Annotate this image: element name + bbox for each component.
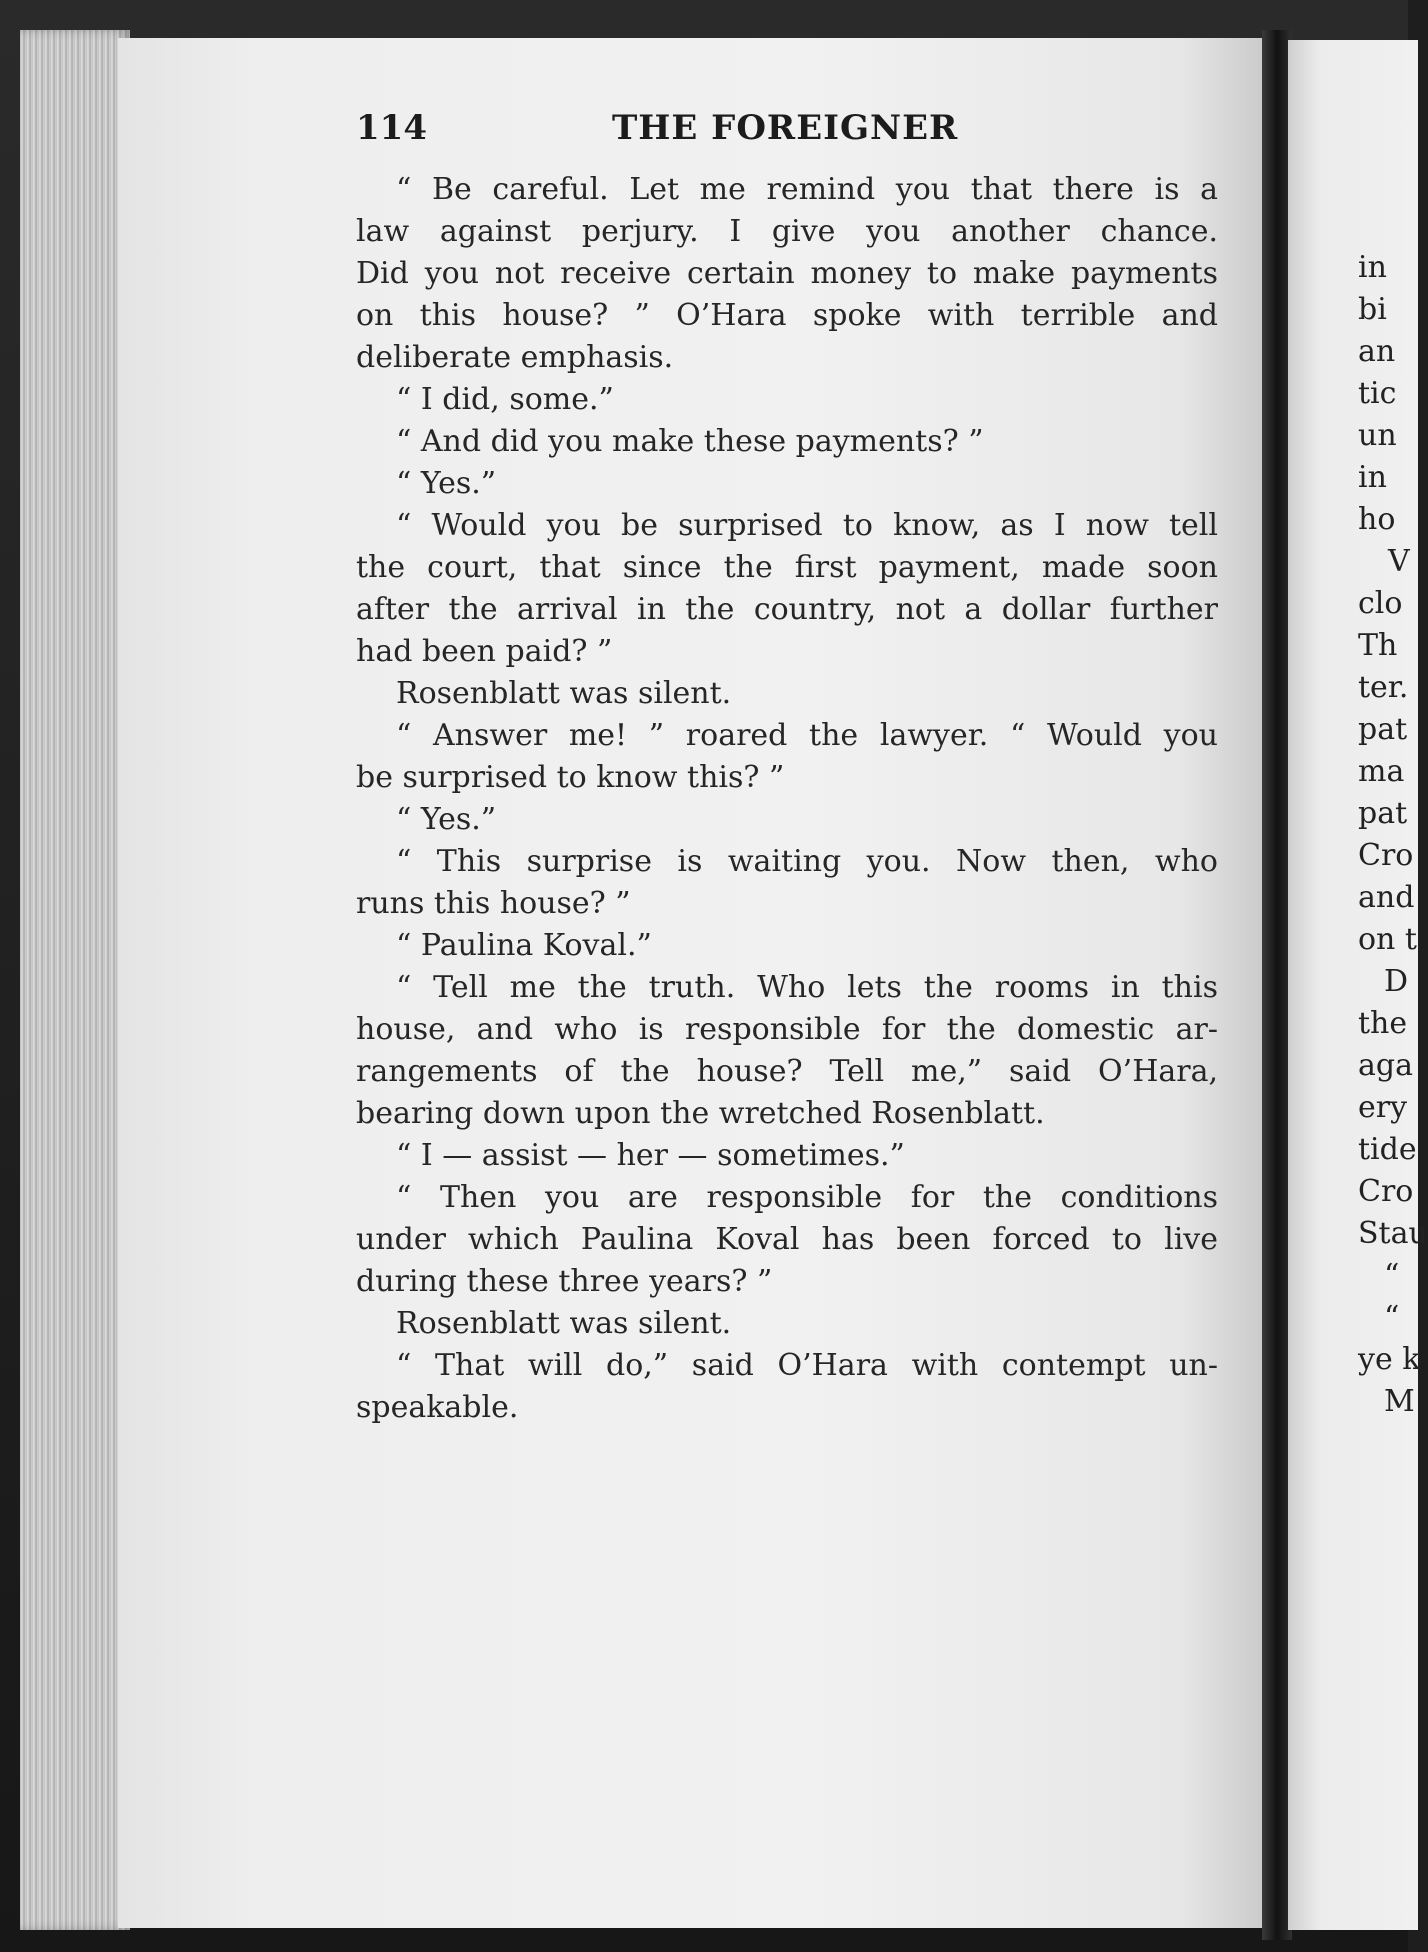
text-line: on this house? ” O’Hara spoke with terrible and: [356, 298, 1218, 333]
text-fragment: in: [1358, 250, 1387, 285]
text-fragment: D: [1384, 964, 1409, 999]
text-line: “ This surprise is waiting you. Now then, who: [396, 844, 1218, 879]
text-line: “ That will do,” said O’Hara with contempt un-: [396, 1348, 1218, 1383]
text-line: “ I — assist — her — sometimes.”: [396, 1138, 905, 1173]
text-line: “ Tell me the truth. Who lets the rooms in this: [396, 970, 1218, 1005]
text-fragment: M: [1384, 1384, 1415, 1419]
text-fragment: the: [1358, 1006, 1408, 1041]
text-line: had been paid? ”: [356, 634, 613, 669]
text-line: after the arrival in the country, not a dollar further: [356, 592, 1218, 627]
text-fragment: “: [1384, 1258, 1400, 1293]
page-number: 114: [356, 108, 427, 148]
text-line: “ Yes.”: [396, 466, 497, 501]
text-fragment: “: [1384, 1300, 1400, 1335]
text-fragment: Cro: [1358, 838, 1414, 873]
text-line: “ Then you are responsible for the conditions: [396, 1180, 1218, 1215]
text-line: rangements of the house? Tell me,” said O’Hara,: [356, 1054, 1218, 1089]
text-line: Rosenblatt was silent.: [396, 1306, 732, 1341]
text-fragment: Th: [1358, 628, 1398, 663]
text-fragment: clo: [1358, 586, 1403, 621]
text-line: Did you not receive certain money to make payments: [356, 256, 1218, 291]
text-fragment: ye k: [1358, 1342, 1421, 1377]
page-header: [356, 108, 966, 158]
text-line: law against perjury. I give you another chance.: [356, 214, 1218, 249]
text-fragment: tide: [1358, 1132, 1417, 1167]
text-fragment: V: [1388, 544, 1410, 579]
text-line: “ Would you be surprised to know, as I now tell: [396, 508, 1218, 543]
text-fragment: aga: [1358, 1048, 1413, 1083]
page-edges: [20, 30, 130, 1930]
text-line: be surprised to know this? ”: [356, 760, 785, 795]
text-line: bearing down upon the wretched Rosenblatt.: [356, 1096, 1045, 1131]
right-page-text: [1288, 40, 1428, 1930]
text-fragment: pat: [1358, 712, 1408, 747]
text-fragment: in: [1358, 460, 1387, 495]
text-fragment: ma: [1358, 754, 1405, 789]
text-line: “ Yes.”: [396, 802, 497, 837]
text-fragment: pat: [1358, 796, 1408, 831]
text-line: “ Answer me! ” roared the lawyer. “ Would you: [396, 718, 1218, 753]
text-fragment: and: [1358, 880, 1415, 915]
text-line: Rosenblatt was silent.: [396, 676, 732, 711]
text-line: house, and who is responsible for the domestic ar-: [356, 1012, 1218, 1047]
text-fragment: un: [1358, 418, 1397, 453]
text-fragment: Cro: [1358, 1174, 1414, 1209]
text-fragment: bi: [1358, 292, 1387, 327]
text-fragment: an: [1358, 334, 1396, 369]
text-line: “ Paulina Koval.”: [396, 928, 652, 963]
text-line: “ I did, some.”: [396, 382, 614, 417]
text-fragment: ery: [1358, 1090, 1408, 1125]
text-line: runs this house? ”: [356, 886, 631, 921]
text-fragment: on t: [1358, 922, 1417, 957]
text-line: deliberate emphasis.: [356, 340, 674, 375]
text-line: “ And did you make these payments? ”: [396, 424, 984, 459]
text-line: “ Be careful. Let me remind you that there is a: [396, 172, 1218, 207]
text-fragment: Stau: [1358, 1216, 1428, 1251]
body-text: [356, 172, 1218, 1732]
right-page: [1288, 40, 1428, 1930]
running-title: THE FOREIGNER: [612, 108, 959, 148]
text-line: during these three years? ”: [356, 1264, 773, 1299]
text-fragment: tic: [1358, 376, 1397, 411]
text-fragment: ter.: [1358, 670, 1409, 705]
text-line: speakable.: [356, 1390, 519, 1425]
text-line: the court, that since the first payment, made soon: [356, 550, 1218, 585]
text-fragment: ho: [1358, 502, 1396, 537]
text-line: under which Paulina Koval has been forced to live: [356, 1222, 1218, 1257]
